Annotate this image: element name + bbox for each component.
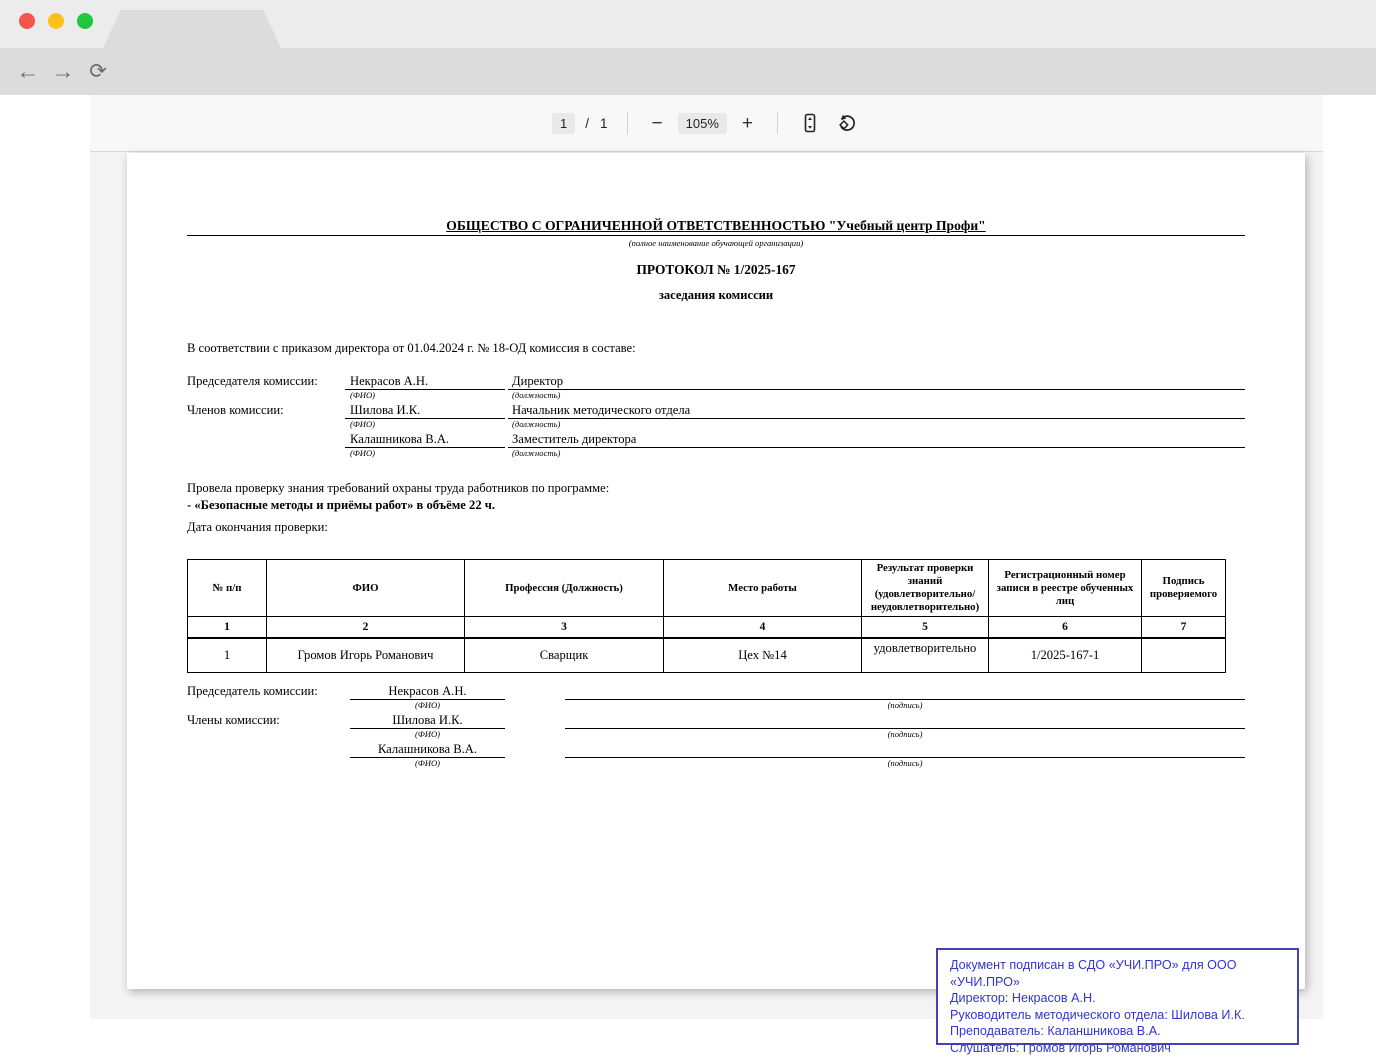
- page-total: 1: [600, 115, 608, 131]
- browser-titlebar: [0, 0, 1376, 48]
- page-number-input[interactable]: 1: [552, 113, 575, 134]
- header-cell: Профессия (Должность): [465, 560, 664, 617]
- org-title-caption: (полное наименование обучающей организации): [628, 238, 804, 248]
- cell-workplace: Цех №14: [664, 638, 862, 673]
- toolbar-divider: [627, 112, 628, 134]
- composition-captions: [187, 390, 1245, 401]
- signatures-block: [187, 683, 1245, 769]
- pdf-toolbar: [90, 95, 1323, 152]
- sign-caption: (подпись): [887, 758, 923, 768]
- position-caption: (должность): [512, 448, 561, 458]
- toolbar-divider: [777, 112, 778, 134]
- page-divider: /: [585, 115, 589, 131]
- composition-position: Заместитель директора: [508, 431, 1245, 448]
- header-cell: Регистрационный номер записи в реестре обученных лиц: [989, 560, 1142, 617]
- browser-toolbar: [0, 48, 1376, 95]
- reload-icon[interactable]: ⟳: [89, 60, 107, 83]
- signature-fio: Калашникова В.А.: [350, 741, 505, 758]
- stamp-line: Документ подписан в СДО «УЧИ.ПРО» для ООО «УЧИ.ПРО»: [950, 958, 1237, 989]
- signature-line: [565, 683, 1245, 700]
- fio-caption: (ФИО): [350, 448, 376, 458]
- stamp-line: Директор: Некрасов А.Н.: [950, 991, 1096, 1006]
- check-description: [187, 480, 1245, 514]
- signature-line: [565, 712, 1245, 729]
- minimize-window-button[interactable]: [48, 13, 64, 29]
- fio-caption: (ФИО): [350, 390, 376, 400]
- cell-registry-number: 1/2025-167-1: [989, 638, 1142, 673]
- forward-icon[interactable]: →: [51, 58, 75, 84]
- composition-role-label: Председателя комиссии:: [187, 374, 318, 388]
- org-title: ОБЩЕСТВО С ОГРАНИЧЕННОЙ ОТВЕТСТВЕННОСТЬЮ "Учебный центр Профи": [446, 218, 986, 233]
- column-number: 4: [664, 617, 862, 638]
- cell-number: 1: [188, 638, 267, 673]
- header-cell: ФИО: [267, 560, 465, 617]
- cell-profession: Сварщик: [465, 638, 664, 673]
- back-icon[interactable]: ←: [16, 58, 40, 84]
- composition-role-label: [187, 431, 345, 448]
- maximize-window-button[interactable]: [77, 13, 93, 29]
- check-intro: Провела проверку знания требований охраны труда работников по программе:: [187, 481, 610, 495]
- composition-row: [187, 402, 1245, 419]
- signature-row: [187, 741, 1245, 758]
- composition-captions: [187, 448, 1245, 459]
- protocol-title: ПРОТОКОЛ № 1/2025-167: [636, 262, 796, 277]
- browser-tab[interactable]: [103, 10, 281, 48]
- document-page: [127, 153, 1305, 1055]
- table-row: [188, 638, 1226, 673]
- signature-captions: [187, 729, 1245, 740]
- zoom-in-button[interactable]: +: [741, 112, 753, 134]
- sign-caption: (подпись): [887, 700, 923, 710]
- column-number: 2: [267, 617, 465, 638]
- check-date-label: Дата окончания проверки:: [187, 520, 328, 534]
- composition-role-label: Членов комиссии:: [187, 403, 284, 417]
- signature-fio: Шилова И.К.: [350, 712, 505, 729]
- table-number-row: [188, 617, 1226, 638]
- composition-position: Директор: [508, 373, 1245, 390]
- composition-fio: Калашникова В.А.: [345, 431, 505, 448]
- cell-signature: [1142, 638, 1226, 673]
- stamp-line: Руководитель методического отдела: Шилова И.К.: [950, 1007, 1245, 1022]
- signature-captions: [187, 700, 1245, 711]
- header-cell: Подпись проверяемого: [1142, 560, 1226, 617]
- signature-line: [565, 741, 1245, 758]
- protocol-document: [127, 217, 1305, 1053]
- org-title-rule: [187, 217, 1245, 236]
- digital-signature-stamp: [936, 948, 1299, 1055]
- pdf-viewer: [90, 95, 1323, 1055]
- signature-role-label: Председатель комиссии:: [187, 684, 318, 698]
- zoom-out-button[interactable]: −: [651, 112, 663, 134]
- composition-captions: [187, 419, 1245, 430]
- signature-role-label: Члены комиссии:: [187, 713, 280, 727]
- fio-caption: (ФИО): [414, 700, 441, 710]
- fio-caption: (ФИО): [414, 729, 441, 739]
- position-caption: (должность): [512, 419, 561, 429]
- cell-result: удовлетворительно: [862, 638, 989, 673]
- header-cell: № п/п: [188, 560, 267, 617]
- fit-to-page-icon[interactable]: [796, 109, 824, 137]
- column-number: 5: [862, 617, 989, 638]
- composition-fio: Шилова И.К.: [345, 402, 505, 419]
- signature-row: [187, 683, 1245, 700]
- composition-row: [187, 373, 1245, 390]
- sign-caption: (подпись): [887, 729, 923, 739]
- intro-text: В соответствии с приказом директора от 01.04.2024 г. № 18-ОД комиссия в составе:: [187, 341, 636, 355]
- composition-position: Начальник методического отдела: [508, 402, 1245, 419]
- stamp-line: Преподаватель: Каланшникова В.А.: [950, 1024, 1161, 1039]
- column-number: 3: [465, 617, 664, 638]
- column-number: 7: [1142, 617, 1226, 638]
- position-caption: (должность): [512, 390, 561, 400]
- results-table: [187, 559, 1226, 673]
- table-header-row: [188, 560, 1226, 617]
- signature-fio: Некрасов А.Н.: [350, 683, 505, 700]
- column-number: 1: [188, 617, 267, 638]
- fio-caption: (ФИО): [350, 419, 376, 429]
- commission-composition: [187, 373, 1245, 459]
- header-cell: Результат проверки знаний (удовлетворительно/ неудовлетворительно): [862, 560, 989, 617]
- zoom-level: 105%: [678, 113, 727, 134]
- stamp-line: Слушатель: Громов Игорь Романович: [950, 1040, 1171, 1055]
- close-window-button[interactable]: [19, 13, 35, 29]
- protocol-subtitle: заседания комиссии: [658, 288, 774, 302]
- signature-captions: [187, 758, 1245, 769]
- composition-fio: Некрасов А.Н.: [345, 373, 505, 390]
- column-number: 6: [989, 617, 1142, 638]
- header-cell: Место работы: [664, 560, 862, 617]
- program-name: - «Безопасные методы и приёмы работ» в объёме 22 ч.: [187, 498, 496, 512]
- fio-caption: (ФИО): [414, 758, 441, 768]
- rotate-counterclockwise-icon[interactable]: [833, 109, 861, 137]
- signature-row: [187, 712, 1245, 729]
- cell-fio: Громов Игорь Романович: [267, 638, 465, 673]
- composition-row: [187, 431, 1245, 448]
- signature-role-label: [187, 741, 350, 758]
